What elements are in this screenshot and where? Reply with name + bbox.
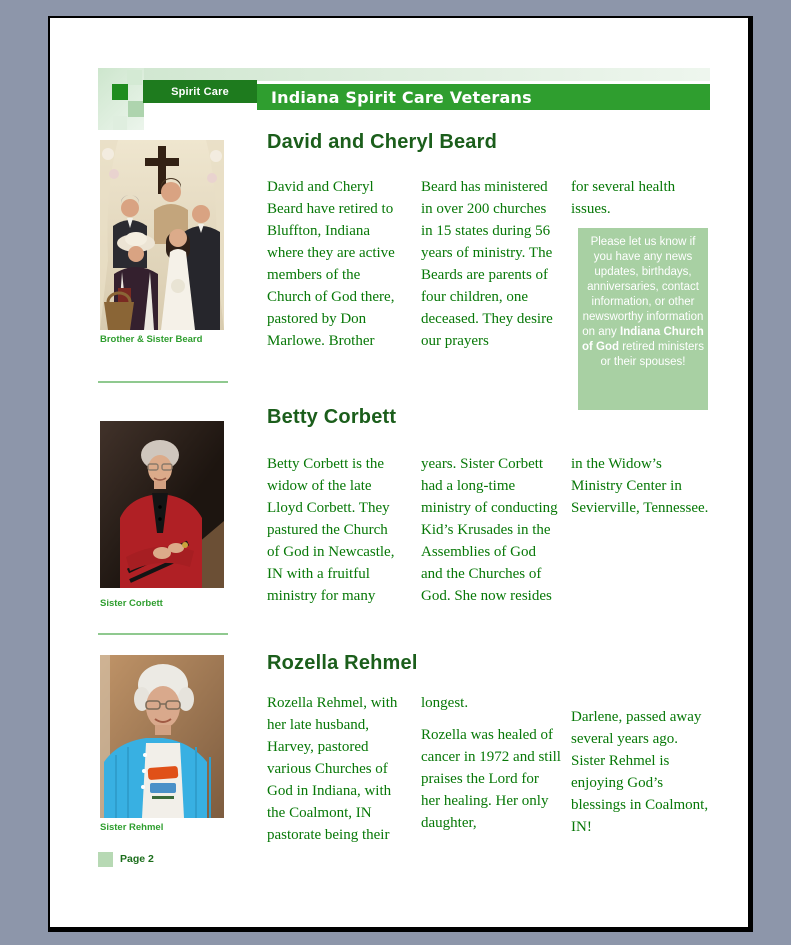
mosaic-square bbox=[113, 116, 127, 130]
mosaic-square bbox=[127, 70, 142, 85]
corbett-portrait-illustration bbox=[100, 421, 224, 588]
article-beard-column-2 bbox=[421, 176, 561, 362]
paragraph: Rozella Rehmel, with her late husband, Harvey, pastored various Churches of God in Indiana, with the Coalmont, IN pastorate being their bbox=[267, 695, 398, 843]
banner-title: Indiana Spirit Care Veterans bbox=[271, 87, 532, 107]
page-number: Page 2 bbox=[120, 853, 154, 865]
rehmel-portrait-illustration bbox=[100, 655, 224, 818]
paragraph: Rozella was healed of cancer in 1972 and still praises the Lord for her healing. Her only daughter, bbox=[421, 727, 561, 831]
page-banner bbox=[257, 84, 710, 110]
note-text: Please let us know if you have any news updates, birthdays, anniversaries, contact information, or other newsworthy information on any bbox=[582, 236, 704, 338]
mosaic-square-dark bbox=[112, 84, 128, 100]
article-rehmel-column-1 bbox=[267, 692, 403, 856]
photo-caption-corbett: Sister Corbett bbox=[100, 598, 163, 609]
article-corbett-column-2 bbox=[421, 453, 561, 617]
paragraph: David and Cheryl Beard have retired to Bluffton, Indiana where they are active members of the Church of God there, pastored by Don Marlowe. Brother bbox=[267, 179, 395, 349]
photo-corbett bbox=[100, 421, 224, 588]
article-corbett-column-1 bbox=[267, 453, 403, 617]
article-beard-column-1 bbox=[267, 176, 403, 362]
photo-rehmel bbox=[100, 655, 224, 818]
article-rehmel-column-3 bbox=[571, 692, 711, 848]
article-heading-beard: David and Cheryl Beard bbox=[267, 131, 498, 153]
note-bold-text: Indiana Church of God bbox=[581, 326, 704, 353]
logo-mosaic bbox=[98, 68, 144, 130]
paragraph: longest. bbox=[421, 695, 469, 711]
paragraph: Darlene, passed away several years ago. Sister Rehmel is enjoying God’s blessings in Coalmont, IN! bbox=[571, 709, 709, 835]
photo-caption-rehmel: Sister Rehmel bbox=[100, 822, 164, 833]
news-request-note bbox=[578, 228, 708, 410]
article-beard-column-3 bbox=[571, 176, 711, 230]
paragraph: for several health issues. bbox=[571, 179, 676, 217]
mosaic-square bbox=[128, 101, 144, 117]
newsletter-page bbox=[48, 16, 753, 932]
paragraph: Betty Corbett is the widow of the late Lloyd Corbett. They pastured the Church of God in Newcastle, IN with a fruitful ministry for many bbox=[267, 456, 395, 604]
article-heading-corbett: Betty Corbett bbox=[267, 406, 397, 428]
note-text: retired ministers or their spouses! bbox=[600, 341, 705, 368]
paragraph: in the Widow’s Ministry Center in Sevierville, Tennessee. bbox=[571, 456, 709, 516]
beard-wedding-illustration bbox=[100, 140, 224, 330]
paragraph: years. Sister Corbett had a long-time ministry of conducting Kid’s Krusades in the Assemblies of God and the Churches of God. She now resides bbox=[421, 456, 558, 604]
article-rehmel-column-2 bbox=[421, 692, 561, 844]
logo-label: Spirit Care bbox=[171, 85, 229, 98]
footer-square-icon bbox=[98, 852, 113, 867]
article-heading-rehmel: Rozella Rehmel bbox=[267, 652, 418, 674]
logo-text-bar bbox=[143, 80, 257, 103]
section-divider bbox=[98, 381, 228, 383]
photo-caption-beard: Brother & Sister Beard bbox=[100, 334, 203, 345]
paragraph: Beard has ministered in over 200 churches in 15 states during 56 years of ministry. The Beards are parents of four children, one deceased. They desire our prayers bbox=[421, 179, 553, 349]
section-divider bbox=[98, 633, 228, 635]
photo-beard-family bbox=[100, 140, 224, 330]
article-corbett-column-3 bbox=[571, 453, 711, 529]
